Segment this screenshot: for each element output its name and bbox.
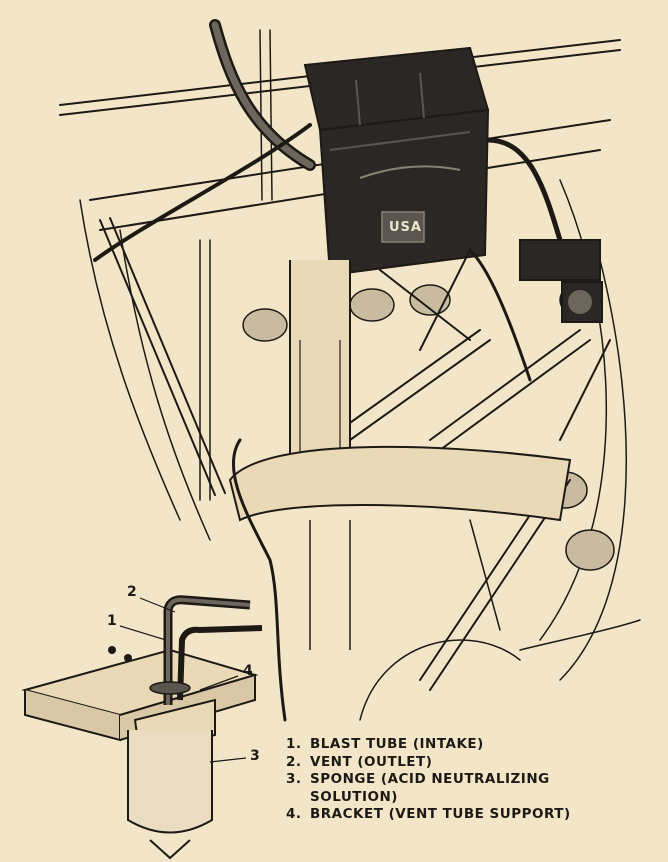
legend-text: BRACKET (VENT TUBE SUPPORT)	[310, 806, 571, 822]
legend-item-4	[286, 806, 656, 824]
battery-usa-marking: USA	[389, 220, 422, 235]
lower-hub	[360, 520, 520, 720]
relay-solenoid	[520, 240, 602, 322]
legend-number: 1.	[286, 736, 302, 752]
inset-vent-assembly	[25, 598, 262, 858]
legend-item-2	[286, 754, 656, 772]
legend-item-3	[286, 771, 656, 789]
callout-4: 4	[243, 663, 253, 679]
legend-number: 3.	[286, 771, 302, 787]
callout-3: 3	[250, 748, 260, 764]
legend-item-3-continued	[286, 789, 656, 807]
legend-item-1	[286, 736, 656, 754]
legend-number	[286, 789, 310, 807]
legend-text: SPONGE (ACID NEUTRALIZING	[310, 771, 550, 787]
legend-number: 4.	[286, 806, 302, 822]
legend-text: SOLUTION)	[310, 788, 398, 805]
callout-2: 2	[127, 584, 137, 600]
legend-text: VENT (OUTLET)	[310, 753, 433, 770]
parts-legend	[286, 736, 656, 824]
battery-box	[305, 48, 488, 275]
legend-text: BLAST TUBE (INTAKE)	[310, 736, 484, 752]
callout-1: 1	[107, 613, 117, 629]
legend-number: 2.	[286, 753, 302, 770]
